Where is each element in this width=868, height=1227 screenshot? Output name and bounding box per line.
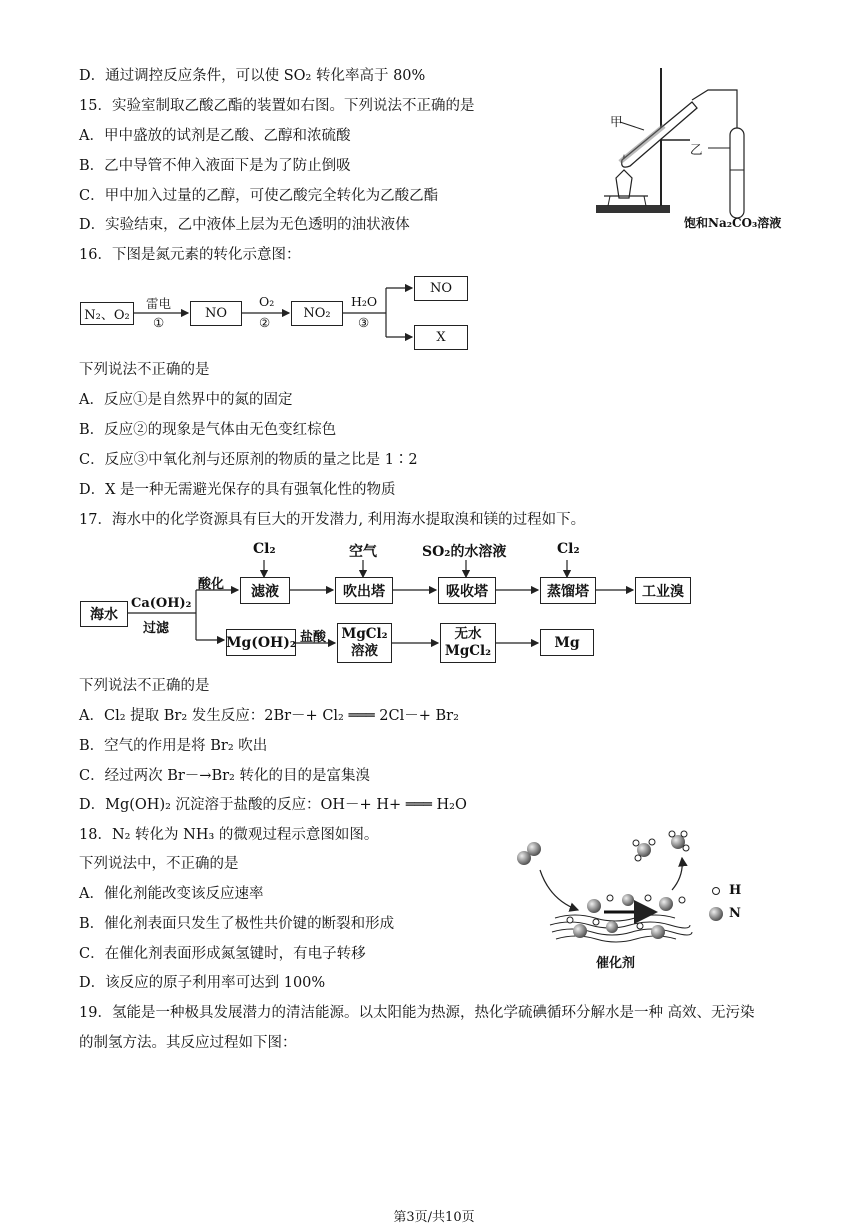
q16-stem: 16．下图是氮元素的转化示意图： bbox=[79, 247, 301, 263]
q16-option-b: B．反应②的现象是气体由无色变红棕色 bbox=[79, 422, 337, 438]
q15-option-b: B．乙中导管不伸入液面下是为了防止倒吸 bbox=[79, 158, 351, 174]
page-footer: 第3页/共10页 bbox=[393, 1210, 475, 1225]
q14-option-d: D．通过调控反应条件，可以使 SO₂ 转化率高于 80% bbox=[79, 68, 426, 84]
seawater-box: 海水 bbox=[80, 601, 128, 627]
absorb-tower-box: 吸收塔 bbox=[438, 577, 496, 604]
so2-solution-label: SO₂的水溶液 bbox=[422, 544, 507, 560]
step2-label: ② bbox=[259, 315, 271, 330]
solution-label: 饱和Na₂CO₃溶液 bbox=[684, 216, 782, 230]
q18-option-c: C．在催化剂表面形成氮氢键时，有电子转移 bbox=[79, 946, 366, 962]
o2-reagent-label: O₂ bbox=[259, 294, 275, 309]
h2o-reagent-label: H₂O bbox=[351, 294, 378, 309]
blow-tower-box: 吹出塔 bbox=[335, 577, 393, 604]
distill-tower-box: 蒸馏塔 bbox=[540, 577, 596, 604]
n-legend-label: N bbox=[729, 906, 741, 921]
q15-stem: 15．实验室制取乙酸乙酯的装置如右图。下列说法不正确的是 bbox=[79, 98, 475, 114]
q17-option-a: A．Cl₂ 提取 Br₂ 发生反应：2Br－+ Cl₂ ═══ 2Cl－+ Br₂ bbox=[79, 708, 459, 724]
q16-option-d: D．X 是一种无需避光保存的具有强氧化性的物质 bbox=[79, 482, 396, 498]
acidify-label: 酸化 bbox=[198, 577, 225, 592]
q18-option-b: B．催化剂表面只发生了极性共价键的断裂和形成 bbox=[79, 916, 395, 932]
q17-sub: 下列说法不正确的是 bbox=[79, 678, 210, 694]
x-box: X bbox=[414, 325, 468, 350]
q15-option-d: D．实验结束，乙中液体上层为无色透明的油状液体 bbox=[79, 217, 410, 233]
lightning-label: 雷电 bbox=[146, 296, 172, 311]
solution-line: 溶液 bbox=[351, 643, 378, 659]
h-legend-label: H bbox=[729, 883, 742, 898]
q16-option-c: C．反应③中氧化剂与还原剂的物质的量之比是 1∶2 bbox=[79, 452, 418, 468]
filtrate-box: 滤液 bbox=[240, 577, 290, 604]
mgoh2-box: Mg(OH)₂ bbox=[226, 629, 296, 656]
q16-option-a: A．反应①是自然界中的氮的固定 bbox=[79, 392, 293, 408]
mgcl2-line: MgCl₂ bbox=[341, 626, 388, 642]
q17-option-c: C．经过两次 Br－→Br₂ 转化的目的是富集溴 bbox=[79, 768, 370, 784]
no-box: NO bbox=[190, 301, 242, 326]
q18-option-d: D．该反应的原子利用率可达到 100% bbox=[79, 975, 326, 991]
q17-stem: 17．海水中的化学资源具有巨大的开发潜力, 利用海水提取溴和镁的过程如下。 bbox=[79, 512, 586, 528]
cl2-label-2: Cl₂ bbox=[557, 541, 580, 557]
jia-label: 甲 bbox=[610, 114, 623, 129]
air-label: 空气 bbox=[349, 544, 377, 560]
step3-label: ③ bbox=[358, 315, 370, 330]
mg-box: Mg bbox=[540, 629, 594, 656]
catalyst-label: 催化剂 bbox=[596, 956, 636, 971]
no2-box: NO₂ bbox=[291, 301, 343, 326]
q15-option-c: C．甲中加入过量的乙醇，可使乙酸完全转化为乙酸乙酯 bbox=[79, 188, 439, 204]
q17-option-d: D．Mg(OH)₂ 沉淀溶于盐酸的反应：OH－+ H+ ═══ H₂O bbox=[79, 797, 467, 813]
filter-label: 过滤 bbox=[143, 621, 170, 636]
industrial-bromine-box: 工业溴 bbox=[635, 577, 691, 604]
q19-stem-line2: 的制氢方法。其反应过程如下图： bbox=[79, 1035, 297, 1051]
q16-sub: 下列说法不正确的是 bbox=[79, 362, 210, 378]
anhydrous-line: 无水 bbox=[454, 626, 482, 642]
q17-option-b: B．空气的作用是将 Br₂ 吹出 bbox=[79, 738, 268, 754]
no-product-box: NO bbox=[414, 276, 468, 301]
q18-stem: 18．N₂ 转化为 NH₃ 的微观过程示意图如图。 bbox=[79, 827, 379, 843]
step1-label: ① bbox=[153, 315, 165, 330]
anhydrous-mgcl2-line: MgCl₂ bbox=[444, 643, 492, 659]
yi-label: 乙 bbox=[690, 142, 703, 157]
q18-option-a: A．催化剂能改变该反应速率 bbox=[79, 886, 264, 902]
n2-o2-box: N₂、O₂ bbox=[80, 302, 134, 325]
hcl-label: 盐酸 bbox=[300, 630, 327, 645]
caoh2-label: Ca(OH)₂ bbox=[131, 596, 192, 611]
q18-sub: 下列说法中，不正确的是 bbox=[79, 856, 239, 872]
q19-stem-line1: 19．氢能是一种极具发展潜力的清洁能源。以太阳能为热源，热化学硫碘循环分解水是一种 高效、无污染 bbox=[79, 1005, 755, 1021]
cl2-label-1: Cl₂ bbox=[253, 541, 276, 557]
q15-option-a: A．甲中盛放的试剂是乙酸、乙醇和浓硫酸 bbox=[79, 128, 351, 144]
